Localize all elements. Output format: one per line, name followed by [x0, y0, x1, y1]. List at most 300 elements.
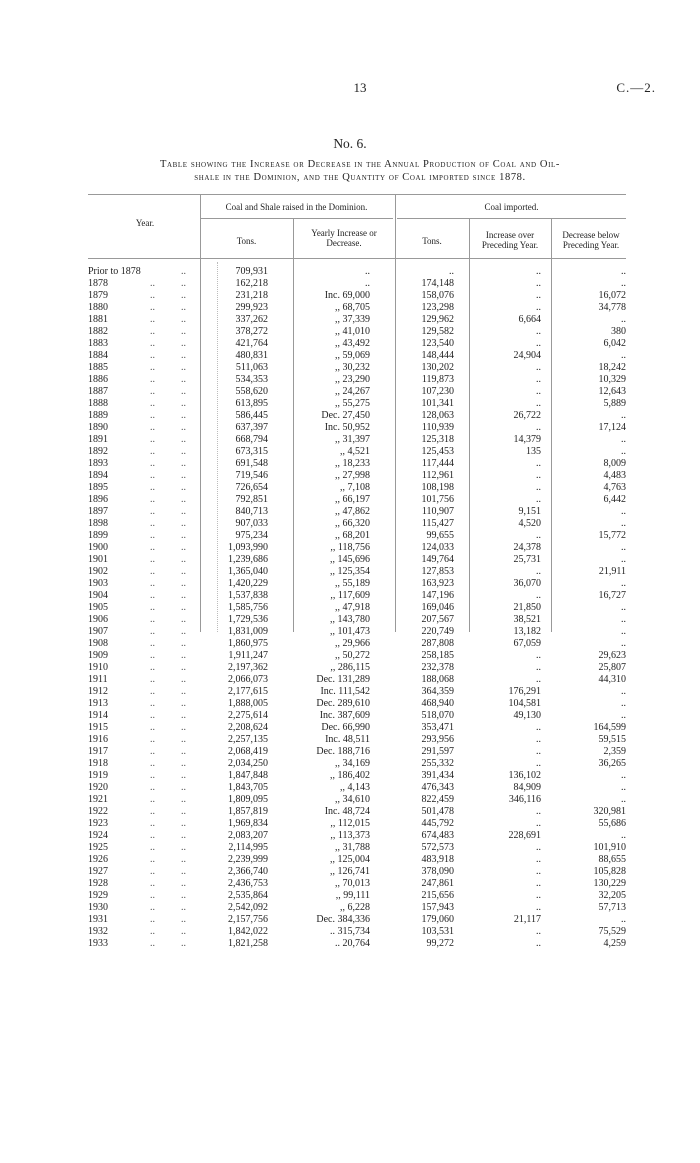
tons-cell: 2,366,740 [228, 866, 268, 877]
year-cell: 1921 [88, 794, 108, 805]
tons-cell: 586,445 [235, 410, 268, 421]
tons-cell: 558,620 [235, 386, 268, 397]
imported-tons-cell: 378,090 [421, 866, 454, 877]
yearly-change-cell: .. 20,764 [335, 938, 370, 949]
leader-dots: .. [181, 314, 186, 325]
decrease-cell: 44,310 [598, 674, 626, 685]
increase-cell: .. [536, 278, 541, 289]
decrease-cell: 88,655 [598, 854, 626, 865]
yearly-change-cell: ,, 55,275 [335, 398, 370, 409]
table-row [0, 470, 700, 482]
imported-tons-cell: 124,033 [421, 542, 454, 553]
decrease-cell: 8,009 [603, 458, 626, 469]
tons-cell: 2,257,135 [228, 734, 268, 745]
imported-tons-cell: 445,792 [421, 818, 454, 829]
increase-cell: .. [536, 746, 541, 757]
table-row [0, 458, 700, 470]
yearly-change-cell: ,, 68,201 [335, 530, 370, 541]
year-cell: 1911 [88, 674, 108, 685]
table-row [0, 338, 700, 350]
yearly-change-cell: Inc. 387,609 [319, 710, 370, 721]
year-cell: 1892 [88, 446, 108, 457]
increase-cell: .. [536, 494, 541, 505]
table-row [0, 818, 700, 830]
tons-cell: 2,157,756 [228, 914, 268, 925]
table-row [0, 566, 700, 578]
imported-tons-cell: 147,196 [421, 590, 454, 601]
decrease-cell: .. [621, 350, 626, 361]
year-cell: 1908 [88, 638, 108, 649]
decrease-cell: 4,763 [603, 482, 626, 493]
yearly-change-cell: ,, 47,918 [335, 602, 370, 613]
decrease-cell: .. [621, 266, 626, 277]
decrease-cell: 2,359 [603, 746, 626, 757]
table-row [0, 758, 700, 770]
tons-cell: 1,537,838 [228, 590, 268, 601]
tons-cell: 840,713 [235, 506, 268, 517]
increase-cell: .. [536, 374, 541, 385]
leader-dots: .. [150, 698, 155, 709]
imported-tons-cell: 125,453 [421, 446, 454, 457]
yearly-change-cell: .. [365, 266, 370, 277]
increase-cell: .. [536, 422, 541, 433]
leader-dots: .. [181, 638, 186, 649]
leader-dots: .. [150, 374, 155, 385]
table-row [0, 626, 700, 638]
tons-cell: 1,729,536 [228, 614, 268, 625]
yearly-change-cell: Inc. 50,952 [324, 422, 370, 433]
leader-dots: .. [181, 710, 186, 721]
leader-dots: .. [181, 386, 186, 397]
tons-cell: 1,831,009 [228, 626, 268, 637]
decrease-cell: 75,529 [598, 926, 626, 937]
increase-cell: .. [536, 674, 541, 685]
increase-cell: .. [536, 842, 541, 853]
yearly-change-cell: .. 315,734 [330, 926, 370, 937]
imported-tons-cell: 107,230 [421, 386, 454, 397]
yearly-change-cell: Dec. 66,990 [321, 722, 370, 733]
header-production-group: Coal and Shale raised in the Dominion. [225, 202, 368, 212]
year-cell: 1909 [88, 650, 108, 661]
increase-cell: .. [536, 902, 541, 913]
leader-dots: .. [150, 602, 155, 613]
leader-dots: .. [181, 338, 186, 349]
table-row [0, 734, 700, 746]
increase-cell: .. [536, 458, 541, 469]
leader-dots: .. [181, 506, 186, 517]
year-cell: 1893 [88, 458, 108, 469]
year-cell: 1916 [88, 734, 108, 745]
leader-dots: .. [181, 734, 186, 745]
table-row [0, 494, 700, 506]
decrease-cell: .. [621, 446, 626, 457]
yearly-change-cell: ,, 43,492 [335, 338, 370, 349]
leader-dots: .. [150, 578, 155, 589]
increase-cell: 13,182 [513, 626, 541, 637]
leader-dots: .. [181, 266, 186, 277]
header-mid-rule-production [200, 218, 393, 219]
increase-cell: .. [536, 938, 541, 949]
yearly-change-cell: ,, 31,788 [335, 842, 370, 853]
leader-dots: .. [181, 410, 186, 421]
imported-tons-cell: 247,861 [421, 878, 454, 889]
tons-cell: 2,083,207 [228, 830, 268, 841]
decrease-cell: .. [621, 602, 626, 613]
decrease-cell: 130,229 [593, 878, 626, 889]
decrease-cell: 36,265 [598, 758, 626, 769]
year-cell: 1905 [88, 602, 108, 613]
header-increase [469, 230, 551, 250]
leader-dots: .. [181, 842, 186, 853]
decrease-cell: .. [621, 434, 626, 445]
tons-cell: 480,831 [235, 350, 268, 361]
imported-tons-cell: 293,956 [421, 734, 454, 745]
increase-cell: 25,731 [513, 554, 541, 565]
increase-cell: .. [536, 470, 541, 481]
yearly-change-cell: ,, 34,610 [335, 794, 370, 805]
yearly-change-cell: Inc. 48,724 [324, 806, 370, 817]
table-row [0, 674, 700, 686]
imported-tons-cell: 287,808 [421, 638, 454, 649]
header-top-rule [88, 194, 626, 195]
increase-cell: 21,117 [513, 914, 541, 925]
leader-dots: .. [150, 914, 155, 925]
table-row [0, 530, 700, 542]
table-row [0, 770, 700, 782]
year-cell: 1888 [88, 398, 108, 409]
year-cell: 1895 [88, 482, 108, 493]
decrease-cell: 18,242 [598, 362, 626, 373]
tons-cell: 231,218 [235, 290, 268, 301]
yearly-change-cell: ,, 7,108 [340, 482, 370, 493]
header-bottom-rule [88, 258, 626, 259]
yearly-change-cell: ,, 118,756 [330, 542, 370, 553]
table-row [0, 866, 700, 878]
decrease-cell: .. [621, 782, 626, 793]
leader-dots: .. [150, 806, 155, 817]
decrease-cell: 380 [611, 326, 626, 337]
tons-cell: 162,218 [235, 278, 268, 289]
tons-cell: 2,436,753 [228, 878, 268, 889]
increase-cell: .. [536, 722, 541, 733]
header-mid-rule-imported [397, 218, 626, 219]
leader-dots: .. [181, 434, 186, 445]
table-row [0, 266, 700, 278]
yearly-change-cell: ,, 99,111 [335, 890, 370, 901]
tons-cell: 1,093,990 [228, 542, 268, 553]
imported-tons-cell: 157,943 [421, 902, 454, 913]
yearly-change-cell: ,, 23,290 [335, 374, 370, 385]
leader-dots: .. [150, 542, 155, 553]
tons-cell: 792,851 [235, 494, 268, 505]
imported-tons-cell: 572,573 [421, 842, 454, 853]
decrease-cell: .. [621, 686, 626, 697]
leader-dots: .. [150, 614, 155, 625]
tons-cell: 2,535,864 [228, 890, 268, 901]
table-row [0, 446, 700, 458]
year-cell: 1879 [88, 290, 108, 301]
leader-dots: .. [181, 770, 186, 781]
yearly-change-cell: ,, 145,696 [330, 554, 370, 565]
leader-dots: .. [181, 482, 186, 493]
leader-dots: .. [181, 794, 186, 805]
imported-tons-cell: 149,764 [421, 554, 454, 565]
imported-tons-cell: 99,655 [426, 530, 454, 541]
yearly-change-cell: ,, 18,233 [335, 458, 370, 469]
imported-tons-cell: 391,434 [421, 770, 454, 781]
yearly-change-cell: Inc. 48,511 [325, 734, 370, 745]
tons-cell: 1,585,756 [228, 602, 268, 613]
yearly-change-cell: ,, 24,267 [335, 386, 370, 397]
imported-tons-cell: 468,940 [421, 698, 454, 709]
year-cell: 1894 [88, 470, 108, 481]
increase-cell: .. [536, 866, 541, 877]
leader-dots: .. [181, 830, 186, 841]
increase-cell: 135 [526, 446, 541, 457]
yearly-change-cell: ,, 113,373 [330, 830, 370, 841]
year-cell: 1914 [88, 710, 108, 721]
table-row [0, 278, 700, 290]
leader-dots: .. [181, 878, 186, 889]
header-tons: Tons. [236, 236, 257, 246]
decrease-cell: .. [621, 914, 626, 925]
leader-dots: .. [150, 458, 155, 469]
leader-dots: .. [181, 290, 186, 301]
tons-cell: 1,969,834 [228, 818, 268, 829]
yearly-change-cell: ,, 117,609 [330, 590, 370, 601]
year-cell: 1929 [88, 890, 108, 901]
year-cell: 1906 [88, 614, 108, 625]
leader-dots: .. [181, 398, 186, 409]
imported-tons-cell: 103,531 [421, 926, 454, 937]
increase-cell: .. [536, 806, 541, 817]
leader-dots: .. [181, 722, 186, 733]
header-imported-tons: Tons. [422, 236, 442, 246]
tons-cell: 1,809,095 [228, 794, 268, 805]
tons-cell: 2,068,419 [228, 746, 268, 757]
leader-dots: .. [150, 302, 155, 313]
leader-dots: .. [181, 626, 186, 637]
leader-dots: .. [181, 278, 186, 289]
year-cell: 1924 [88, 830, 108, 841]
header-line: Preceding Year. [562, 240, 620, 250]
increase-cell: .. [536, 926, 541, 937]
table-row [0, 302, 700, 314]
leader-dots: .. [150, 782, 155, 793]
decrease-cell: .. [621, 518, 626, 529]
year-cell: 1889 [88, 410, 108, 421]
table-row [0, 746, 700, 758]
year-cell: 1880 [88, 302, 108, 313]
imported-tons-cell: 179,060 [421, 914, 454, 925]
leader-dots: .. [150, 818, 155, 829]
tons-cell: 1,821,258 [228, 938, 268, 949]
yearly-change-cell: ,, 286,115 [330, 662, 370, 673]
decrease-cell: 16,072 [598, 290, 626, 301]
tons-cell: 511,063 [235, 362, 268, 373]
imported-tons-cell: 163,923 [421, 578, 454, 589]
leader-dots: .. [150, 590, 155, 601]
leader-dots: .. [150, 470, 155, 481]
imported-tons-cell: 174,148 [421, 278, 454, 289]
table-row [0, 638, 700, 650]
yearly-change-cell: ,, 6,228 [340, 902, 370, 913]
tons-cell: 709,931 [235, 266, 268, 277]
increase-cell: .. [536, 662, 541, 673]
header-line: Yearly Increase or [311, 228, 377, 238]
leader-dots: .. [150, 638, 155, 649]
increase-cell: .. [536, 326, 541, 337]
table-row [0, 590, 700, 602]
yearly-change-cell: ,, 125,354 [330, 566, 370, 577]
leader-dots: .. [181, 518, 186, 529]
table-row [0, 938, 700, 950]
leader-dots: .. [150, 446, 155, 457]
imported-tons-cell: 101,341 [421, 398, 454, 409]
imported-tons-cell: 115,427 [421, 518, 454, 529]
increase-cell: 21,850 [513, 602, 541, 613]
decrease-cell: 4,483 [603, 470, 626, 481]
increase-cell: 14,379 [513, 434, 541, 445]
year-cell: 1912 [88, 686, 108, 697]
table-row [0, 290, 700, 302]
increase-cell: 38,521 [513, 614, 541, 625]
leader-dots: .. [181, 350, 186, 361]
yearly-change-cell: ,, 29,966 [335, 638, 370, 649]
header-line: Increase over [485, 230, 535, 240]
table-row [0, 830, 700, 842]
tons-cell: 337,262 [235, 314, 268, 325]
decrease-cell: 6,042 [603, 338, 626, 349]
decrease-cell: 101,910 [593, 842, 626, 853]
table-row [0, 314, 700, 326]
imported-tons-cell: 353,471 [421, 722, 454, 733]
decrease-cell: .. [621, 638, 626, 649]
leader-dots: .. [181, 902, 186, 913]
table-row [0, 578, 700, 590]
year-cell: 1923 [88, 818, 108, 829]
decrease-cell: .. [621, 698, 626, 709]
decrease-cell: .. [621, 794, 626, 805]
leader-dots: .. [181, 494, 186, 505]
yearly-change-cell: Inc. 111,542 [320, 686, 370, 697]
increase-cell: 26,722 [513, 410, 541, 421]
leader-dots: .. [181, 374, 186, 385]
yearly-change-cell: ,, 112,015 [330, 818, 370, 829]
increase-cell: .. [536, 338, 541, 349]
imported-tons-cell: 127,853 [421, 566, 454, 577]
leader-dots: .. [181, 458, 186, 469]
decrease-cell: .. [621, 626, 626, 637]
imported-tons-cell: 123,298 [421, 302, 454, 313]
leader-dots: .. [181, 806, 186, 817]
increase-cell: .. [536, 854, 541, 865]
leader-dots: .. [150, 518, 155, 529]
tons-cell: 1,888,005 [228, 698, 268, 709]
table-row [0, 506, 700, 518]
year-cell: 1933 [88, 938, 108, 949]
leader-dots: .. [181, 650, 186, 661]
leader-dots: .. [150, 482, 155, 493]
leader-dots: .. [181, 698, 186, 709]
table-row [0, 662, 700, 674]
tons-cell: 1,239,686 [228, 554, 268, 565]
decrease-cell: .. [621, 710, 626, 721]
increase-cell: 84,909 [513, 782, 541, 793]
yearly-change-cell: ,, 59,069 [335, 350, 370, 361]
leader-dots: .. [150, 842, 155, 853]
year-cell: 1881 [88, 314, 108, 325]
year-cell: 1886 [88, 374, 108, 385]
table-row [0, 794, 700, 806]
imported-tons-cell: .. [449, 266, 454, 277]
decrease-cell: 21,911 [598, 566, 626, 577]
imported-tons-cell: 518,070 [421, 710, 454, 721]
increase-cell: .. [536, 890, 541, 901]
yearly-change-cell: ,, 186,402 [330, 770, 370, 781]
imported-tons-cell: 258,185 [421, 650, 454, 661]
table-row [0, 710, 700, 722]
tons-cell: 378,272 [235, 326, 268, 337]
year-cell: 1903 [88, 578, 108, 589]
leader-dots: .. [150, 398, 155, 409]
increase-cell: .. [536, 734, 541, 745]
yearly-change-cell: ,, 34,169 [335, 758, 370, 769]
year-cell: 1925 [88, 842, 108, 853]
imported-tons-cell: 220,749 [421, 626, 454, 637]
yearly-change-cell: ,, 66,320 [335, 518, 370, 529]
table-row [0, 926, 700, 938]
tons-cell: 673,315 [235, 446, 268, 457]
imported-tons-cell: 108,198 [421, 482, 454, 493]
table-row [0, 482, 700, 494]
leader-dots: .. [181, 890, 186, 901]
imported-tons-cell: 128,063 [421, 410, 454, 421]
header-year: Year. [135, 218, 155, 228]
yearly-change-cell: ,, 4,143 [340, 782, 370, 793]
leader-dots: .. [181, 602, 186, 613]
table-row [0, 614, 700, 626]
yearly-change-cell: Dec. 289,610 [316, 698, 370, 709]
increase-cell: 49,130 [513, 710, 541, 721]
table-title-line: shale in the Dominion, and the Quantity of Coal imported since 1878. [194, 172, 526, 183]
leader-dots: .. [181, 782, 186, 793]
imported-tons-cell: 483,918 [421, 854, 454, 865]
tons-cell: 613,895 [235, 398, 268, 409]
tons-cell: 1,420,229 [228, 578, 268, 589]
leader-dots: .. [181, 302, 186, 313]
tons-cell: 1,860,975 [228, 638, 268, 649]
increase-cell: 24,378 [513, 542, 541, 553]
table-row [0, 722, 700, 734]
table-number: No. 6. [333, 136, 367, 151]
tons-cell: 2,066,073 [228, 674, 268, 685]
tons-cell: 2,197,362 [228, 662, 268, 673]
leader-dots: .. [150, 770, 155, 781]
table-row [0, 854, 700, 866]
year-cell: 1920 [88, 782, 108, 793]
leader-dots: .. [150, 866, 155, 877]
table-row [0, 806, 700, 818]
imported-tons-cell: 99,272 [426, 938, 454, 949]
year-cell: 1898 [88, 518, 108, 529]
table-row [0, 602, 700, 614]
leader-dots: .. [150, 854, 155, 865]
imported-tons-cell: 129,962 [421, 314, 454, 325]
imported-tons-cell: 501,478 [421, 806, 454, 817]
year-cell: 1897 [88, 506, 108, 517]
yearly-change-cell: Inc. 69,000 [324, 290, 370, 301]
